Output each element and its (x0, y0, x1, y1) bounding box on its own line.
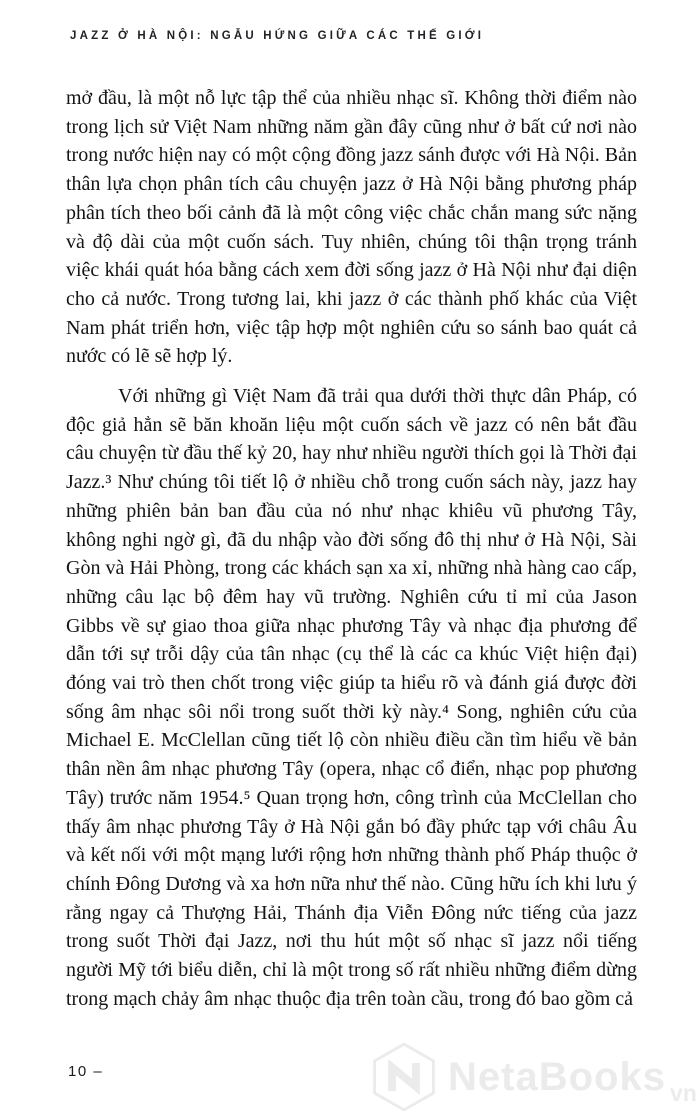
watermark-tld-text: vn (669, 1080, 697, 1107)
watermark-brand-text: NetaBooks (448, 1055, 666, 1099)
paragraph: Với những gì Việt Nam đã trải qua dưới thời thực dân Pháp, có độc giả hẳn sẽ băn khoăn liệu một cuốn sách về jazz có nên bắt đầu câu chuyện từ đầu thế kỷ 20, hay như nhiều người thích gọi là Thời đại Jazz.³ Như chúng tôi tiết lộ ở nhiều chỗ trong cuốn sách này, jazz hay những phiên bản ban đầu của nó như nhạc khiêu vũ phương Tây, không nghi ngờ gì, đã du nhập vào đời sống đô thị như ở Hà Nội, Sài Gòn và Hải Phòng, trong các khách sạn xa xỉ, những nhà hàng cao cấp, những câu lạc bộ đêm hay vũ trường. Nghiên cứu tỉ mỉ của Jason Gibbs về sự giao thoa giữa nhạc phương Tây và nhạc địa phương để dẫn tới sự trỗi dậy của tân nhạc (cụ thể là các ca khúc Việt hiện đại) đóng vai trò then chốt trong việc giúp ta hiểu rõ và đánh giá được đời sống âm nhạc sôi nổi trong suốt thời kỳ này.⁴ Song, nghiên cứu của Michael E. McClellan cũng tiết lộ còn nhiều điều cần tìm hiểu về bản thân nền âm nhạc phương Tây (opera, nhạc cổ điển, nhạc pop phương Tây) trước năm 1954.⁵ Quan trọng hơn, công trình của McClellan cho thấy âm nhạc phương Tây ở Hà Nội gắn bó đầy phức tạp với châu Âu và kết nối với một mạng lưới rộng hơn những thành phố Pháp thuộc ở chính Đông Dương và xa hơn nữa như thế nào. Cũng hữu ích khi lưu ý rằng ngay cả Thượng Hải, Thánh địa Viễn Đông nức tiếng của jazz trong suốt Thời đại Jazz, nơi thu hút một số nhạc sĩ jazz nổi tiếng người Mỹ tới biểu diễn, chỉ là một trong số rất nhiều những điểm dừng trong mạch chảy âm nhạc thuộc địa trên toàn cầu, trong đó bao gồm cả (66, 385, 637, 1010)
page-number: 10 – (68, 1063, 104, 1080)
netabooks-hexagon-logo-icon (368, 1042, 440, 1112)
netabooks-watermark (368, 1042, 697, 1112)
paragraph-continued: mở đầu, là một nỗ lực tập thể của nhiều nhạc sĩ. Không thời điểm nào trong lịch sử Việt Nam những năm gần đây cũng như ở bất cứ nơi nào trong nước hiện nay có một cộng đồng jazz sánh được với Hà Nội. Bản thân lựa chọn phân tích câu chuyện jazz ở Hà Nội bằng phương pháp phân tích theo bối cảnh đã là một công việc chắc chắn mang sức nặng và độ dài của một cuốn sách. Tuy nhiên, chúng tôi thận trọng tránh việc khái quát hóa bằng cách xem đời sống jazz ở Hà Nội như đại diện cho cả nước. Trong tương lai, khi jazz ở các thành phố khác của Việt Nam phát triển hơn, việc tập hợp một nghiên cứu so sánh bao quát cả nước có lẽ sẽ hợp lý. (66, 87, 637, 368)
running-header: JAZZ Ở HÀ NỘI: NGẪU HỨNG GIỮA CÁC THẾ GIỚI (70, 30, 485, 42)
page-footer (68, 1063, 103, 1080)
body-text (66, 84, 637, 1014)
